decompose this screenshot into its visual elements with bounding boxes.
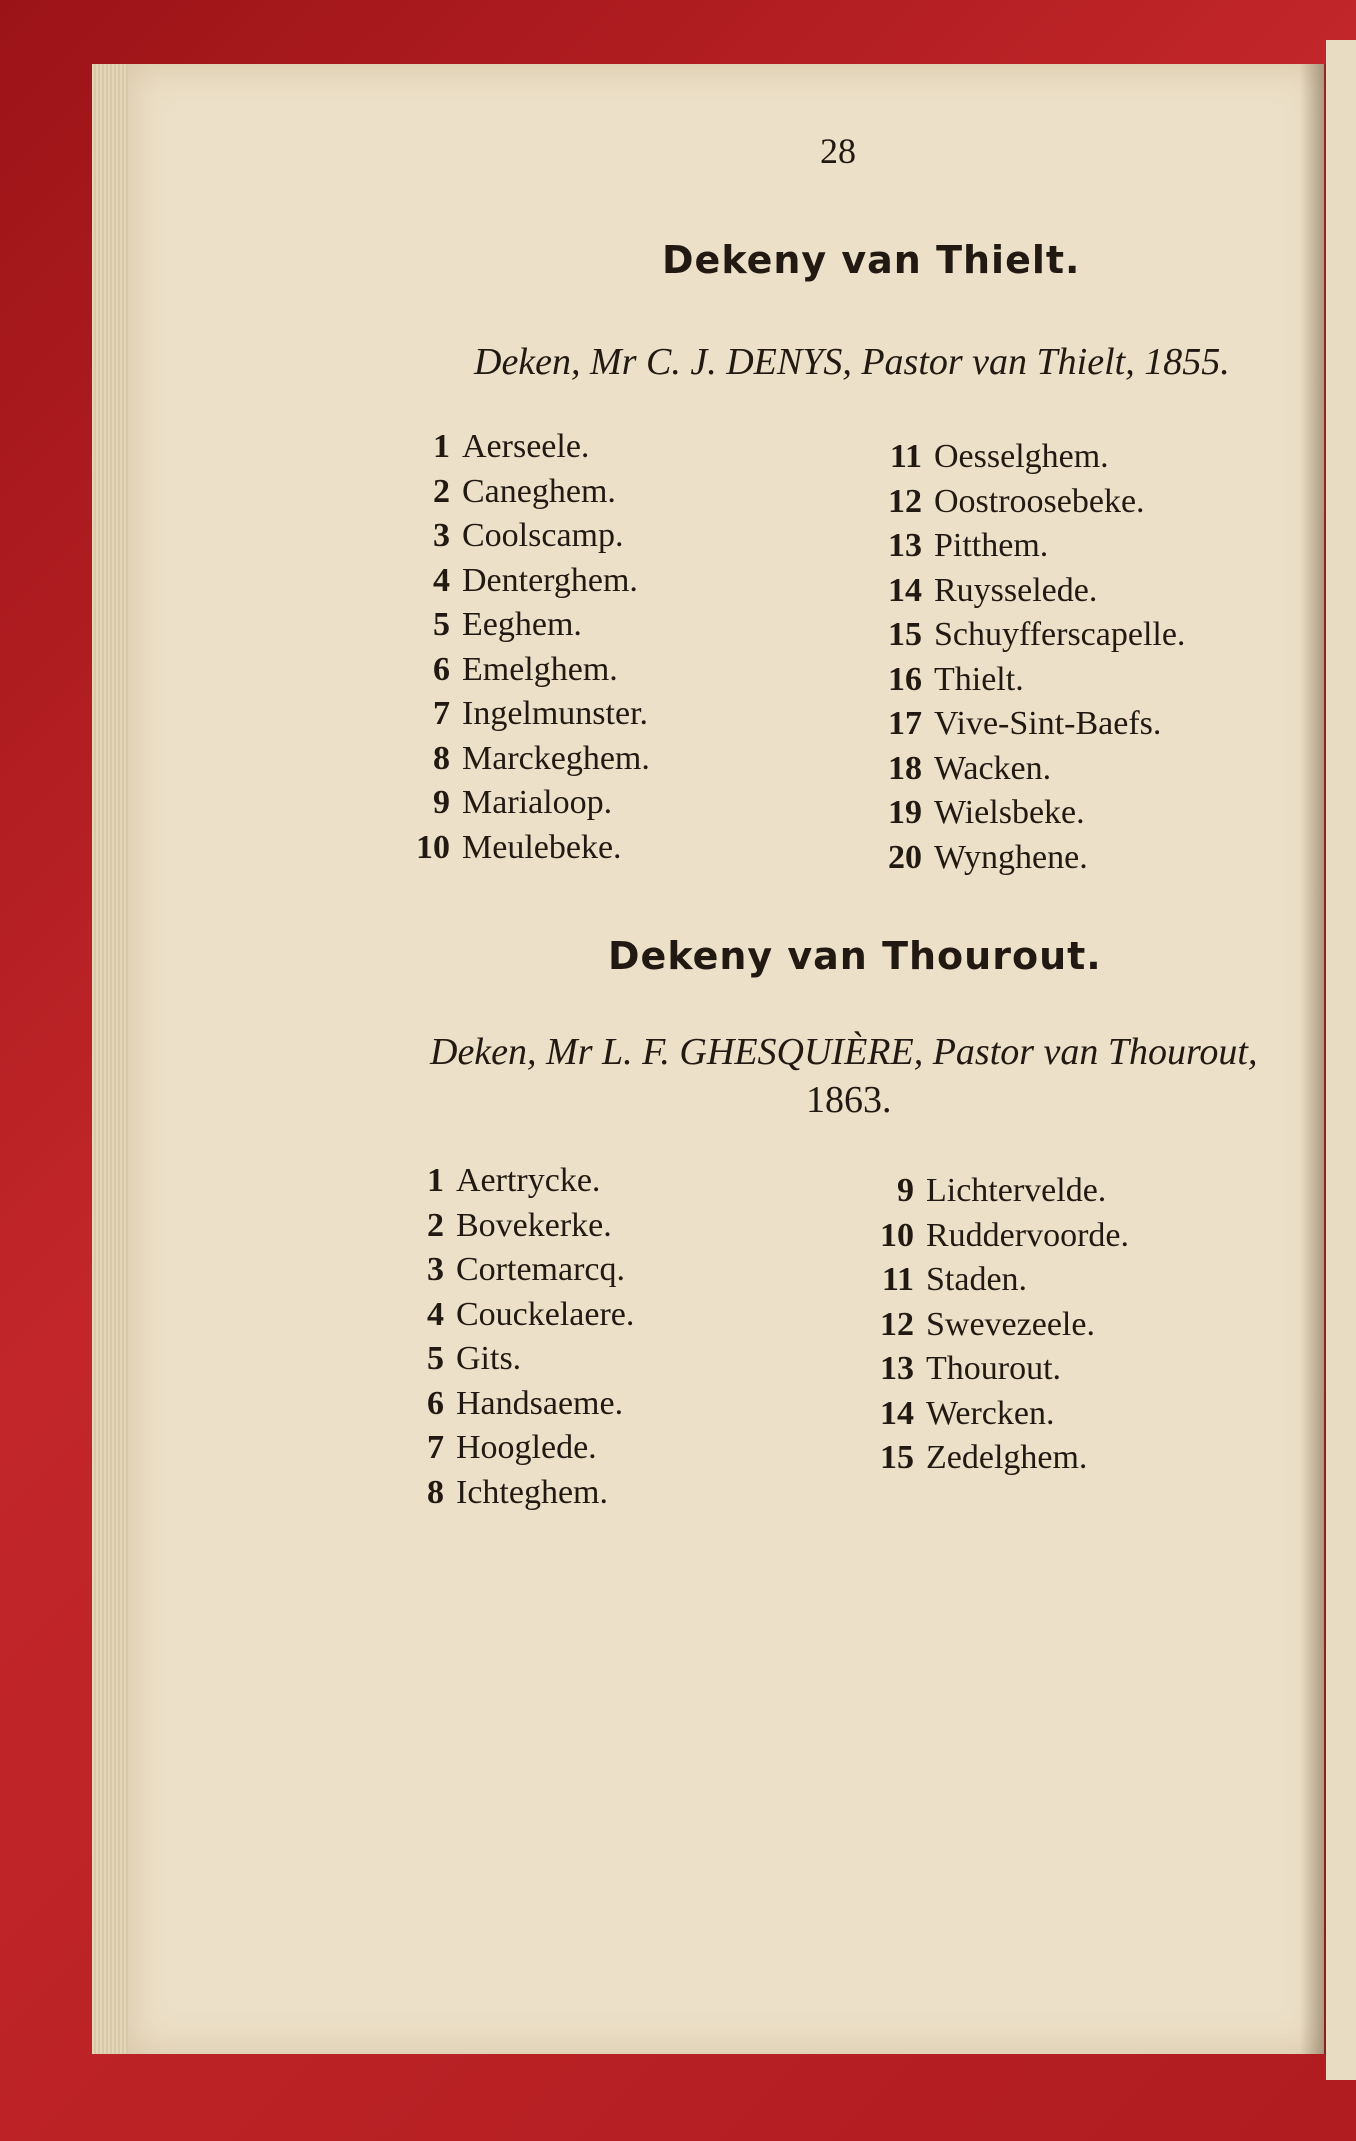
list-item: 1 Aertrycke. xyxy=(427,1162,601,1199)
list-item: 7 Hooglede. xyxy=(427,1429,597,1466)
list-item: 10 Meulebeke. xyxy=(416,828,622,866)
dean-thielt: Deken, Mr C. J. DENYS, Pastor van Thielt, 1855. xyxy=(474,341,1230,383)
list-item: 19 Wielsbeke. xyxy=(888,794,1085,831)
list-item: 13 Thourout. xyxy=(880,1350,1062,1387)
list-item: 16 Thielt. xyxy=(888,660,1024,698)
list-item: 10 Ruddervoorde. xyxy=(880,1216,1130,1254)
list-item: 11 Oesselghem. xyxy=(889,438,1109,475)
list-item: 8 Marckeghem. xyxy=(433,739,650,777)
section-title-thourout: Dekeny van Thourout. xyxy=(608,934,1102,978)
list-item: 6 Handsaeme. xyxy=(427,1384,624,1422)
parish-list-thielt-right xyxy=(876,438,1185,883)
page-number: 28 xyxy=(820,131,856,171)
list-item: 12 Swevezeele. xyxy=(880,1305,1095,1343)
dean-thourout-year: 1863. xyxy=(806,1079,892,1121)
parish-list-thielt-left xyxy=(404,428,650,873)
list-item: 4 Denterghem. xyxy=(433,561,638,599)
list-item: 11 Staden. xyxy=(881,1261,1028,1298)
list-item: 15 Zedelghem. xyxy=(880,1439,1088,1476)
list-item: 1 Aerseele. xyxy=(433,428,590,465)
list-item: 3 Coolscamp. xyxy=(433,517,624,554)
list-item: 5 Gits. xyxy=(427,1340,522,1377)
parish-list-thourout-right xyxy=(868,1172,1129,1484)
list-item: 14 Wercken. xyxy=(880,1394,1055,1432)
list-item: 2 Caneghem. xyxy=(433,472,616,510)
list-item: 7 Ingelmunster. xyxy=(433,695,649,732)
list-item: 4 Couckelaere. xyxy=(427,1295,635,1333)
section-title-thielt: Dekeny van Thielt. xyxy=(662,238,1081,282)
list-item: 9 Marialoop. xyxy=(433,784,613,821)
list-item: 6 Emelghem. xyxy=(433,650,618,688)
parish-list-thourout-left xyxy=(398,1162,634,1518)
list-item: 18 Wacken. xyxy=(888,749,1052,787)
list-item: 9 Lichtervelde. xyxy=(897,1172,1107,1209)
list-item: 2 Bovekerke. xyxy=(427,1206,612,1244)
list-item: 20 Wynghene. xyxy=(888,838,1088,876)
list-item: 15 Schuyfferscapelle. xyxy=(888,616,1186,653)
list-item: 14 Ruysselede. xyxy=(888,571,1098,609)
list-item: 13 Pitthem. xyxy=(888,527,1049,564)
list-item: 8 Ichteghem. xyxy=(427,1473,608,1511)
list-item: 12 Oostroosebeke. xyxy=(888,482,1145,520)
list-item: 17 Vive-Sint-Baefs. xyxy=(888,705,1162,742)
dean-thourout: Deken, Mr L. F. GHESQUIÈRE, Pastor van Thourout, xyxy=(430,1031,1258,1073)
list-item: 3 Cortemarcq. xyxy=(427,1251,625,1288)
list-item: 5 Eeghem. xyxy=(433,606,582,643)
